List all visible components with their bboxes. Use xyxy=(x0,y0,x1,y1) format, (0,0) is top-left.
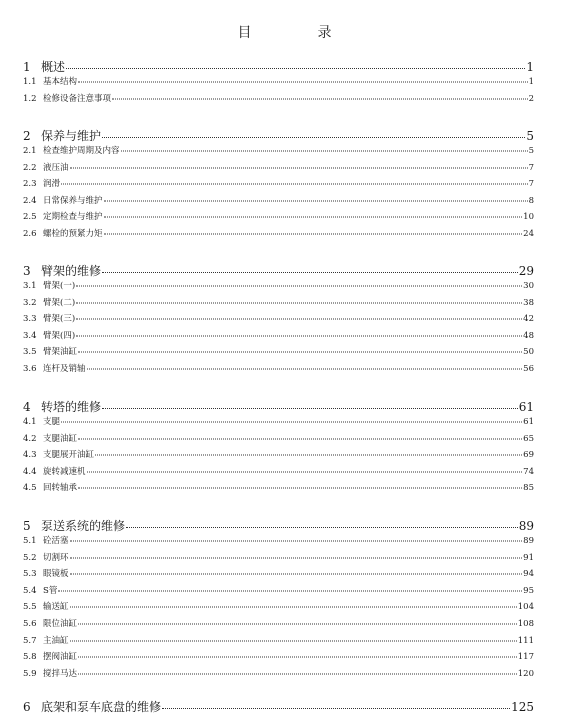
toc-page-number: 48 xyxy=(523,330,534,341)
toc-page-number: 120 xyxy=(517,668,534,679)
toc-leader-dots xyxy=(70,640,517,641)
toc-section-title: 切割环 xyxy=(43,552,69,563)
toc-chapter-number: 1 xyxy=(23,60,31,74)
toc-leader-dots xyxy=(70,541,523,542)
toc-page-number: 104 xyxy=(517,602,534,613)
toc-page-number: 85 xyxy=(523,483,534,494)
toc-page-number: 29 xyxy=(518,264,534,278)
toc-page-number: 94 xyxy=(523,569,534,580)
toc-leader-dots xyxy=(70,557,523,558)
toc-leader-dots xyxy=(104,217,523,218)
toc-leader-dots xyxy=(78,673,517,674)
toc-section-title: 检查维护周期及内容 xyxy=(43,146,120,156)
toc-chapter-title: 臂架的维修 xyxy=(41,264,102,278)
toc-section-number: 5.8 xyxy=(23,652,37,663)
toc-page-number: 125 xyxy=(511,700,534,714)
toc-chapter-number: 2 xyxy=(23,129,31,143)
toc-chapter-title: 转塔的维修 xyxy=(41,400,102,414)
toc-section-title: 臂架(三) xyxy=(43,314,76,325)
toc-section-number: 4.4 xyxy=(23,466,37,477)
toc-section-number: 2.4 xyxy=(23,195,37,206)
toc-section-2-5[interactable] xyxy=(23,210,534,222)
toc-section-title: 支腿油缸 xyxy=(43,433,78,444)
toc-chapter-title: 保养与维护 xyxy=(41,129,102,143)
toc-section-title: 摆阀油缸 xyxy=(43,652,78,663)
toc-section-5-9[interactable] xyxy=(23,667,534,679)
toc-section-number: 5.7 xyxy=(23,635,37,646)
toc-leader-dots xyxy=(78,657,517,658)
toc-section-title: 回转轴承 xyxy=(43,483,78,494)
toc-section-number: 3.3 xyxy=(23,314,37,325)
toc-page-number: 38 xyxy=(523,297,534,308)
toc-section-title: 眼镜板 xyxy=(43,569,69,580)
toc-page-number: 7 xyxy=(528,162,534,173)
toc-chapter-4[interactable] xyxy=(23,398,534,414)
toc-section-title: 限位油缸 xyxy=(43,619,78,629)
toc-chapter-title: 底架和泵车底盘的维修 xyxy=(41,700,162,714)
toc-section-number: 3.5 xyxy=(23,347,37,358)
toc-chapter-5[interactable] xyxy=(23,517,534,533)
toc-leader-dots xyxy=(66,68,525,69)
toc-section-number: 4.5 xyxy=(23,483,37,494)
toc-page-number: 1 xyxy=(528,77,534,87)
toc-page-number: 8 xyxy=(528,195,534,206)
toc-section-1-1[interactable] xyxy=(23,75,534,87)
toc-section-3-3[interactable] xyxy=(23,312,534,324)
toc-section-5-1[interactable] xyxy=(23,534,534,546)
toc-page-number: 117 xyxy=(517,652,534,663)
toc-section-number: 3.1 xyxy=(23,281,37,291)
toc-section-2-4[interactable] xyxy=(23,194,534,206)
toc-chapter-3[interactable] xyxy=(23,262,534,278)
toc-section-number: 4.1 xyxy=(23,417,37,427)
toc-chapter-number: 3 xyxy=(23,264,31,278)
toc-section-title: S管 xyxy=(43,585,58,596)
toc-section-2-6[interactable] xyxy=(23,227,534,239)
toc-section-title: 液压油 xyxy=(43,162,69,173)
toc-section-3-4[interactable] xyxy=(23,329,534,341)
toc-section-number: 4.2 xyxy=(23,433,37,444)
toc-leader-dots xyxy=(70,607,517,608)
toc-section-2-2[interactable] xyxy=(23,161,534,173)
toc-leader-dots xyxy=(104,234,523,235)
toc-chapter-1[interactable] xyxy=(23,58,534,74)
toc-page-number: 111 xyxy=(517,635,534,646)
toc-leader-dots xyxy=(104,200,528,201)
toc-page-number: 74 xyxy=(523,466,534,477)
toc-section-3-2[interactable] xyxy=(23,296,534,308)
toc-section-title: 检修设备注意事项 xyxy=(43,93,112,104)
toc-section-2-1[interactable] xyxy=(23,144,534,156)
toc-section-number: 2.6 xyxy=(23,229,37,239)
toc-leader-dots xyxy=(121,151,528,152)
toc-section-number: 3.6 xyxy=(23,364,37,374)
toc-page-number: 5 xyxy=(526,129,534,143)
toc-leader-dots xyxy=(61,422,522,423)
toc-chapter-number: 5 xyxy=(23,519,31,533)
toc-leader-dots xyxy=(78,488,522,489)
toc-chapter-number: 4 xyxy=(23,400,31,414)
toc-section-number: 5.9 xyxy=(23,668,37,679)
toc-section-2-3[interactable] xyxy=(23,177,534,189)
toc-section-number: 2.3 xyxy=(23,179,37,190)
toc-section-number: 2.5 xyxy=(23,212,37,223)
toc-chapter-6[interactable] xyxy=(23,698,534,714)
toc-section-4-5[interactable] xyxy=(23,481,534,493)
toc-section-number: 1.1 xyxy=(23,77,37,87)
toc-page-number: 61 xyxy=(518,400,534,414)
toc-section-number: 3.2 xyxy=(23,297,37,308)
toc-page-number: 1 xyxy=(526,60,534,74)
toc-page-number: 56 xyxy=(523,364,534,374)
toc-chapter-2[interactable] xyxy=(23,127,534,143)
toc-section-1-2[interactable] xyxy=(23,92,534,104)
toc-page-number: 108 xyxy=(517,619,534,629)
toc-page-number: 5 xyxy=(528,146,534,156)
toc-section-number: 5.6 xyxy=(23,619,37,629)
toc-section-number: 5.5 xyxy=(23,602,37,613)
toc-leader-dots xyxy=(95,455,522,456)
toc-section-title: 臂架油缸 xyxy=(43,347,78,358)
toc-chapter-title: 概述 xyxy=(41,60,66,74)
toc-section-number: 2.1 xyxy=(23,146,37,156)
toc-leader-dots xyxy=(102,137,525,138)
toc-leader-dots xyxy=(61,184,528,185)
toc-section-title: 输送缸 xyxy=(43,602,69,613)
toc-section-title: 搅拌马达 xyxy=(43,668,78,679)
toc-section-title: 臂架(二) xyxy=(43,297,76,308)
page-title: 目 录 xyxy=(237,25,358,41)
toc-leader-dots xyxy=(76,335,522,336)
toc-section-number: 5.3 xyxy=(23,569,37,580)
toc-section-5-3[interactable] xyxy=(23,567,534,579)
toc-section-4-4[interactable] xyxy=(23,465,534,477)
toc-leader-dots xyxy=(87,369,523,370)
toc-section-title: 连杆及销轴 xyxy=(43,364,86,374)
toc-section-title: 日常保养与维护 xyxy=(43,195,103,206)
toc-section-number: 3.4 xyxy=(23,330,37,341)
toc-leader-dots xyxy=(76,286,522,287)
toc-section-4-2[interactable] xyxy=(23,432,534,444)
toc-page-number: 65 xyxy=(523,433,534,444)
toc-leader-dots xyxy=(102,272,518,273)
toc-section-3-6[interactable] xyxy=(23,362,534,374)
toc-leader-dots xyxy=(126,527,518,528)
toc-leader-dots xyxy=(78,624,517,625)
toc-section-number: 5.4 xyxy=(23,585,37,596)
toc-section-title: 润滑 xyxy=(43,179,61,190)
toc-section-number: 2.2 xyxy=(23,162,37,173)
toc-leader-dots xyxy=(70,167,528,168)
toc-section-4-1[interactable] xyxy=(23,415,534,427)
toc-leader-dots xyxy=(112,98,528,99)
toc-chapter-number: 6 xyxy=(23,700,31,714)
toc-section-5-7[interactable] xyxy=(23,634,534,646)
toc-leader-dots xyxy=(78,438,522,439)
toc-section-title: 支腿 xyxy=(43,417,61,427)
toc-leader-dots xyxy=(70,574,523,575)
toc-page-number: 7 xyxy=(528,179,534,190)
toc-section-number: 5.1 xyxy=(23,536,37,546)
toc-leader-dots xyxy=(76,302,522,303)
toc-section-title: 主油缸 xyxy=(43,635,69,646)
toc-section-5-2[interactable] xyxy=(23,551,534,563)
toc-leader-dots xyxy=(87,471,523,472)
toc-leader-dots xyxy=(162,708,510,709)
toc-page-number: 95 xyxy=(523,585,534,596)
toc-chapter-title: 泵送系统的维修 xyxy=(41,519,126,533)
toc-leader-dots xyxy=(58,590,522,591)
toc-section-title: 定期检查与维护 xyxy=(43,212,103,223)
toc-page-number: 61 xyxy=(523,417,534,427)
toc-section-3-5[interactable] xyxy=(23,345,534,357)
toc-section-5-4[interactable] xyxy=(23,584,534,596)
toc-leader-dots xyxy=(102,408,518,409)
toc-section-4-3[interactable] xyxy=(23,448,534,460)
toc-leader-dots xyxy=(78,82,528,83)
toc-page-number: 91 xyxy=(523,552,534,563)
toc-page-number: 89 xyxy=(523,536,534,546)
toc-leader-dots xyxy=(78,352,522,353)
toc-section-title: 螺栓的预紧力矩 xyxy=(43,229,103,239)
toc-page-number: 69 xyxy=(523,450,534,461)
toc-page-number: 10 xyxy=(523,212,534,223)
toc-section-number: 1.2 xyxy=(23,93,37,104)
toc-leader-dots xyxy=(76,319,522,320)
toc-section-3-1[interactable] xyxy=(23,279,534,291)
toc-section-5-8[interactable] xyxy=(23,650,534,662)
toc-section-title: 臂架(一) xyxy=(43,281,76,291)
toc-section-title: 旋转减速机 xyxy=(43,466,86,477)
toc-section-title: 基本结构 xyxy=(43,77,78,87)
toc-page-number: 89 xyxy=(518,519,534,533)
toc-section-title: 臂架(四) xyxy=(43,330,76,341)
toc-section-title: 砼活塞 xyxy=(43,536,69,546)
toc-page-number: 42 xyxy=(523,314,534,325)
toc-page-number: 30 xyxy=(523,281,534,291)
toc-page-number: 50 xyxy=(523,347,534,358)
toc-page-number: 24 xyxy=(523,229,534,239)
toc-section-title: 支腿展开油缸 xyxy=(43,450,95,461)
toc-section-number: 4.3 xyxy=(23,450,37,461)
toc-page-number: 2 xyxy=(528,93,534,104)
toc-section-number: 5.2 xyxy=(23,552,37,563)
toc-section-5-5[interactable] xyxy=(23,600,534,612)
toc-section-5-6[interactable] xyxy=(23,617,534,629)
